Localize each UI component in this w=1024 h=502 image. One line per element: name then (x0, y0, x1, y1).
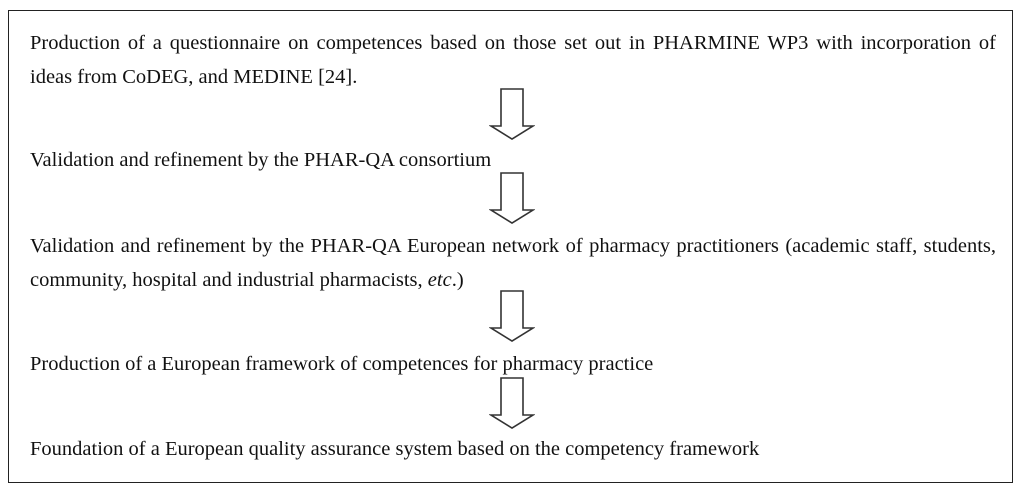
step-3-text: Validation and refinement by the PHAR-QA European network of pharmacy practitioners (academic staff, students, community, hospital and industrial pharmacists, (30, 235, 996, 291)
down-arrow-icon (489, 290, 535, 342)
step-3-text-end: .) (451, 269, 464, 291)
down-arrow-icon (489, 172, 535, 224)
step-2-consortium-validation: Validation and refinement by the PHAR-QA consortium (30, 149, 492, 171)
step-5-quality-assurance: Foundation of a European quality assurance system based on the competency framework (30, 438, 760, 460)
step-3-etc: etc (427, 269, 452, 291)
step-4-framework: Production of a European framework of competences for pharmacy practice (30, 353, 654, 375)
down-arrow-icon (489, 88, 535, 140)
down-arrow-icon (489, 377, 535, 429)
step-3-network-validation (30, 229, 996, 297)
step-1-questionnaire: Production of a questionnaire on competences based on those set out in PHARMINE WP3 with incorporation of ideas from CoDEG, and MEDINE [24]. (30, 32, 996, 88)
